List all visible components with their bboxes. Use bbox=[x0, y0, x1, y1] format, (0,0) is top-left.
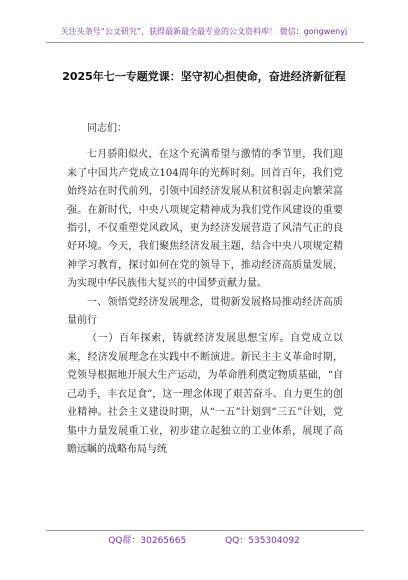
paragraph-intro: 七月骄阳似火，在这个充满希望与激情的季节里，我们迎来了中国共产党成立104周年的光辉时刻。回首百年，我们党始终站在时代前列，引领中国经济发展从积贫积弱走向繁荣富强。在新时代，中央八项规定精神成为我们党作风建设的重要指引，不仅重塑党风政风，更为经济发展营造了风清气正的良好环境。今天，我们聚焦经济发展主题，结合中央八项规定精神学习教育，探讨如何在党的领导下，推动经济高质量发展，为实现中华民族伟大复兴的中国梦贡献力量。 bbox=[67, 149, 343, 290]
header-divider bbox=[46, 42, 364, 43]
header-notice: 关注头条号“公文研究”，获得最新最全最专业的公文资料库！ 微信：gongwenyj bbox=[60, 27, 348, 36]
footer-contact bbox=[0, 535, 408, 547]
footer-divider bbox=[46, 530, 364, 531]
document-title: 2025年七一专题党课：坚守初心担使命，奋进经济新征程 bbox=[62, 70, 346, 83]
section-heading-1: 一、领悟党经济发展理念，贯彻新发展格局推动经济高质量前行 bbox=[67, 296, 343, 327]
footer-qq: QQ：535304092 bbox=[225, 536, 300, 546]
document-body bbox=[67, 120, 343, 459]
paragraph-section-1-1: （一）百年探索，铸就经济发展思想宝库。自党成立以来，经济发展理念在实践中不断演进。新民主主义革命时期，党领导根据地开展大生产运动，为革命胜利奠定物质基础，“自己动手，丰衣足食”，这一理念体现了艰苦奋斗、自力更生的创业精神。社会主义建设时期，从“一五”计划到“三五”计划，党集中力量发展重工业，初步建立起独立的工业体系，展现了高瞻远瞩的战略布局与统 bbox=[67, 333, 343, 455]
salutation: 同志们： bbox=[87, 123, 127, 134]
footer-qq-group: QQ群：30265665 bbox=[108, 536, 187, 546]
